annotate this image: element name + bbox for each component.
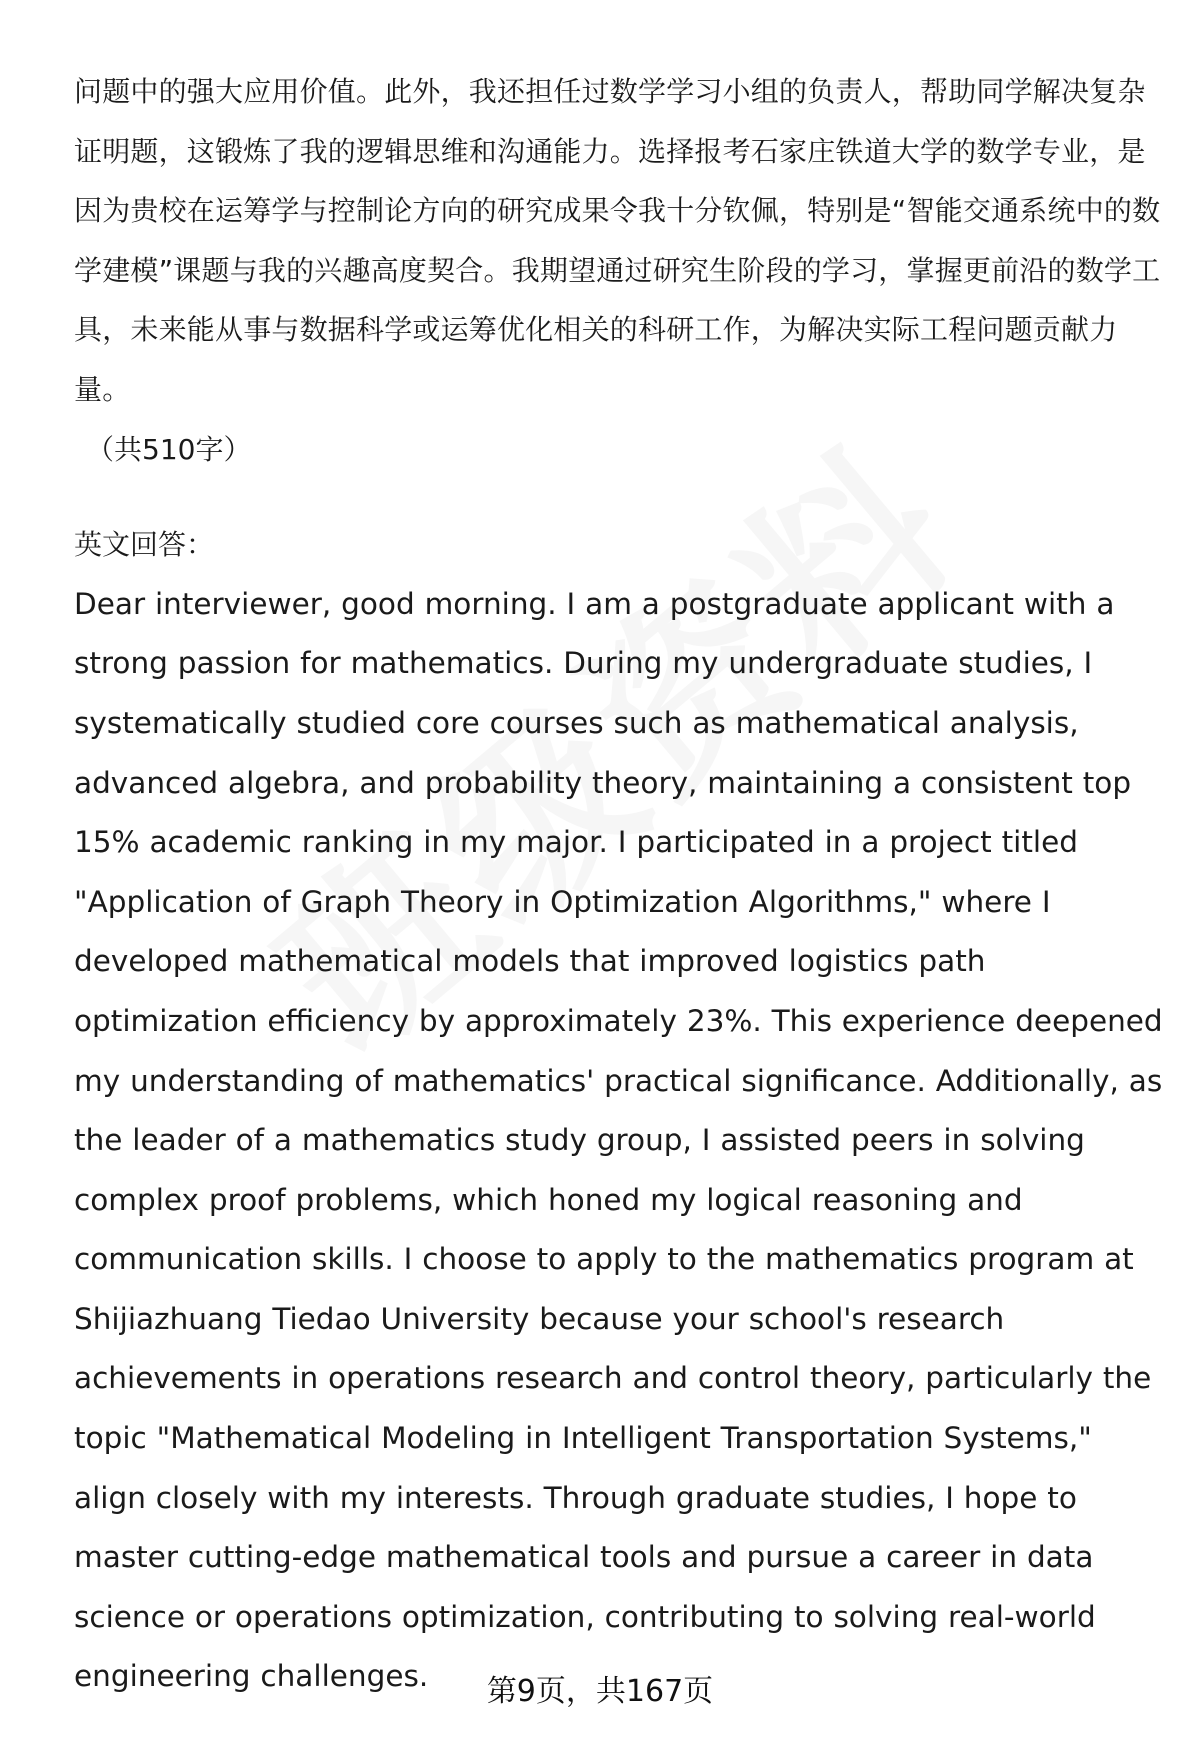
- document-body: [74, 62, 1164, 1707]
- english-answer-paragraph: Dear interviewer, good morning. I am a postgraduate applicant with a strong passion for mathematics. During my undergraduate studies, I systematically studied core courses such as mathematical analysis, advanced algebra, and probability theory, maintaining a consistent top 15% academic ranking in my major. I participated in a project titled "Application of Graph Theory in Optimization Algorithms," where I developed mathematical models that improved logistics path optimization efficiency by approximately 23%. This experience deepened my understanding of mathematics' practical significance. Additionally, as the leader of a mathematics study group, I assisted peers in solving complex proof problems, which honed my logical reasoning and communication skills. I choose to apply to the mathematics program at Shijiazhuang Tiedao University because your school's research achievements in operations research and control theory, particularly the topic "Mathematical Modeling in Intelligent Transportation Systems," align closely with my interests. Through graduate studies, I hope to master cutting-edge mathematical tools and pursue a career in data science or operations optimization, contributing to solving real-world engineering challenges.: [74, 586, 1163, 1694]
- english-answer-label: 英文回答：: [74, 528, 215, 562]
- word-count: （共510字）: [86, 432, 252, 466]
- page-number-footer: 第9页，共167页: [486, 1674, 714, 1709]
- chinese-answer-paragraph: 问题中的强大应用价值。此外，我还担任过数学学习小组的负责人，帮助同学解决复杂证明题，这锻炼了我的逻辑思维和沟通能力。选择报考石家庄铁道大学的数学专业，是因为贵校在运筹学与控制论方向的研究成果令我十分钦佩，特别是“智能交通系统中的数学建模”课题与我的兴趣高度契合。我期望通过研究生阶段的学习，掌握更前沿的数学工具，未来能从事与数据科学或运筹优化相关的科研工作，为解决实际工程问题贡献力量。: [74, 75, 1161, 406]
